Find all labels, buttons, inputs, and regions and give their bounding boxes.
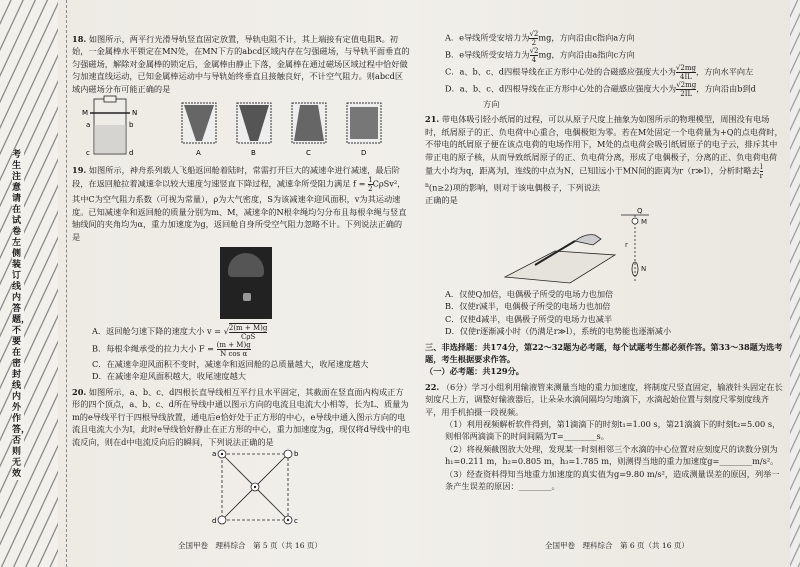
q21-label-r: r	[625, 240, 628, 249]
q20-optC-den: 4IL	[679, 73, 692, 81]
q19-option-A: A．返回舱匀速下降的速度大小 v = √ $\frac{2(m + M)g}{\text{CρS}}$	[92, 324, 268, 342]
q20-text: 如图所示，a、b、c、d四根长直导线相互平行且水平固定，其截面在竖直面内构成正方形的四个顶点，a、b、c、d所在导线中通以图示方向的电流且电流大小相等，长为L、质量为m的e导线平行于四根导线放置，通电后e恰好处于正方形的中心，e导线中通入图示方向的电流且电流大小为I，此时e导线恰好静止在正方形的中心，重力加速度为g，现仅将d导线中的电流反向，则在d中电流反向后的瞬间，下列说法正确的是	[72, 386, 410, 447]
label-d: d	[129, 149, 134, 158]
q21-number: 21.	[425, 114, 440, 125]
q21-option-D: D．仅使r逐渐减小时（仍满足r≫l），系统的电势能也逐渐减小	[445, 326, 672, 337]
option-B-label: B	[251, 149, 256, 158]
label-M: M	[82, 109, 89, 118]
q19-text-1: 如图所示，神舟系列载人飞船返回舱着陆时，常需打开巨大的减速伞进行减速，最后阶段，在返回舱拉着减速伞以较大速度匀速竖直下降过程，减速伞所受阻力满足 f =	[72, 165, 400, 189]
q21-diagram	[425, 207, 785, 285]
q20-optC-frac	[676, 64, 696, 81]
q20-optA-tail: mg，方向沿由c指向a方向	[538, 32, 635, 43]
q21-ratio-num: l	[760, 163, 763, 172]
q20-diagram	[72, 448, 410, 528]
q21-tail2: 正确的是	[425, 195, 458, 206]
q20-label-b: b	[294, 449, 299, 458]
q21-label-M: M	[641, 217, 648, 226]
q20-option-B	[425, 47, 785, 64]
label-a: a	[86, 121, 91, 130]
formula-tail: CρSv²，	[372, 178, 406, 189]
q19-optA-pre: A．返回舱匀速下降的速度大小 v =	[92, 326, 222, 337]
q20-optD-tail: ，方向沿由b到d	[696, 83, 756, 94]
right-column	[425, 30, 785, 492]
q20-optA-num: √2	[529, 30, 539, 38]
q20-optD-end: 方向	[483, 99, 500, 109]
q18-text: 如图所示，两平行光滑导轨竖直固定放置，导轨电阻不计，其上端接有定值电阻R。初始，一金属棒水平锁定在MN处，在MN下方的abcd区域内存在匀强磁场，与导轨平面垂直的匀强磁场，解除对金属棒的锁定后，金属棒由静止下落，金属棒在通过磁场区域过程中恰好做匀加速直线运动，已知金属棒运动中与导轨始终垂直且接触良好，不计空气阻力。则abcd区域内磁场分布可能正确的是	[72, 34, 410, 94]
q20-optB-num: √2	[529, 47, 539, 55]
q20-optC-num: √2mg	[675, 64, 696, 72]
q18-number: 18.	[72, 34, 87, 44]
label-N: N	[132, 109, 138, 118]
q20-optC-pre: C．a、b、c、d四根导线在正方形中心处的合磁感应强度大小为	[445, 66, 676, 77]
q19	[72, 164, 410, 193]
q20-label-d: d	[212, 516, 217, 525]
option-D-label: D	[361, 149, 367, 158]
q20-optD-frac	[676, 81, 696, 98]
q20-option-C	[425, 64, 785, 81]
q20-optC-tail: ，方向水平向左	[695, 66, 754, 77]
q20-number: 20.	[72, 386, 87, 397]
binding-margin	[0, 0, 58, 567]
q18	[72, 33, 410, 95]
q20-optA-den: 2	[531, 39, 537, 47]
subsection-header: （一）必考题：共129分。	[425, 366, 524, 377]
binding-line	[66, 0, 67, 567]
q19-optA-frac	[229, 323, 268, 341]
q20-optB-tail: mg，方向沿由a指向c方向	[538, 49, 635, 60]
q19-optB-den: N cos α	[220, 350, 248, 359]
q20-optB-pre: B．e导线所受安培力为	[445, 49, 530, 60]
q22-number: 22.	[425, 381, 440, 392]
q19-option-B	[72, 341, 410, 358]
q19-photo	[220, 247, 272, 319]
option-A-label: A	[196, 149, 201, 158]
q20-label-a: a	[212, 449, 217, 458]
q21-text-tail: (n≥2)项的影响，则对于该电偶极子，下列说法	[428, 182, 600, 193]
section-header: 三、非选择题：共174分，第22～32题为必考题，每个试题考生都必须作答。第33～38题为选考题，考生根据要求作答。	[425, 341, 783, 365]
q20-option-A	[425, 30, 785, 47]
q19-optB-num: (m + M)g	[216, 341, 251, 350]
q18-figures	[72, 95, 410, 161]
q19-number: 19.	[72, 165, 87, 176]
q19-option-C: C．在减速伞迎风面积不变时，减速伞和返回舱的总质量越大，收尾速度越大	[92, 359, 369, 370]
q21-label-N: N	[641, 264, 647, 273]
formula-den: 2	[368, 185, 373, 194]
q20-optB-den: 4	[531, 56, 537, 64]
q21-label-Q: Q	[637, 206, 643, 215]
q20-optD-den: 2IL	[680, 90, 693, 98]
q20-label-c: c	[294, 516, 298, 525]
q19-optA-num: 2(m + M)g	[228, 324, 268, 333]
q20-optA-pre: A．e导线所受安培力为	[445, 32, 530, 43]
q22-part-2: （2）将视频截图放大处理，发现某一时刻相邻三个水滴的中心位置对应刻度尺的读数分别为h₁=0.211 m，h₂=0.805 m，h₃=1.785 m，则测得当地的重力加速度g=________m/s²。	[445, 443, 779, 467]
q18-diagram	[72, 95, 410, 161]
q22-part-3: （3）经查资料得知当地重力加速度的真实值为g=9.80 m/s²，造成测量误差的原因，列举一条产生误差的原因：________。	[445, 468, 780, 492]
q21-ratio-den: r	[759, 172, 764, 181]
q20-optD-num: √2mg	[676, 81, 697, 89]
q20	[72, 386, 410, 448]
q19-option-D: D．在减速伞迎风面积越大，收尾速度越大	[92, 371, 246, 382]
q21: 21. 带电体吸引轻小纸屑的过程，可以从原子尺度上抽象为如图所示的物理模型，周围没有电场时，纸屑原子的正、负电荷中心重合，电偶极矩为零。若在M处固定一个电荷量为+Q的点电荷时，不带电的纸屑原子便在该点电荷的电场作用下，M处的点电荷会吸引纸屑原子的电子云，排斥其中带正电的原子核，从而导致纸屑原子的正、负电荷分离，形成了电偶极子，分离的正、负电荷电荷量大小均为q，距离为l，连线的中点为N，已知l远小于MN间的距离为r（r≫l），分析时略去 $\frac{l}{r}$ $^n$(n≥2)项的影响，则对于该电偶极子，下列说法	[425, 114, 783, 193]
option-C-label: C	[306, 149, 311, 158]
q19-optA-den: CρS	[241, 333, 256, 342]
q21-option-B: B．仅使r减半，电偶极子所受的电场力也加倍	[445, 301, 611, 312]
q22-text: （6分）学习小组利用输液管来测量当地的重力加速度，将制度尺竖直固定，输液针头固定在长刻度尺上方，调整好输液器后，让朵朵水滴间隔均匀地滴下，水滴起始位置与刻度尺零刻度线齐平，用手机拍摄一段视频。	[425, 381, 783, 417]
binding-notice: 考生注意请在试卷左侧装订线内答题，不要在密封线内外作答，否则无效	[12, 150, 31, 479]
label-c: c	[86, 149, 90, 158]
q19-optB-pre: B．每根伞绳承受的拉力大小 F =	[92, 343, 215, 354]
footer-right: 全国甲卷 理科综合 第 6 页（共 16 页）	[545, 541, 689, 550]
formula-num: 1	[368, 176, 373, 185]
q19-optB-frac	[217, 341, 251, 358]
q21-option-C: C．仅使d减半，电偶极子所受的电场力也减半	[445, 313, 613, 324]
q21-text: 带电体吸引轻小纸屑的过程，可以从原子尺度上抽象为如图所示的物理模型，周围没有电场时，纸屑原子的正、负电荷中心重合，电偶极矩为零。若在M处固定一个电荷量为+Q的点电荷时，不带电的纸屑原子便在该点电荷的电场作用下，M处的点电荷会吸引纸屑原子的电子云，排斥其中带正电的原子核，从而导致纸屑原子的正、负电荷分离，形成了电偶极子，分离的正、负电荷电荷量大小均为q，距离为l，连线的中点为N，已知l远小于MN间的距离为r（r≫l），分析时略去	[425, 114, 783, 176]
q22-part-1: （1）利用视频解析软件得到，第1滴滴下的时刻t₁=1.00 s，第21滴滴下的时刻t₂=5.00 s，则相邻两滴滴下的时间间隔为T=________s。	[445, 419, 781, 442]
label-R	[108, 95, 113, 96]
q20-option-D	[425, 81, 785, 98]
q20-optD-pre: D．a、b、c、d四根导线在正方形中心处的合磁感应强度大小为	[445, 83, 677, 94]
footer-left: 全国甲卷 理科综合 第 5 页（共 16 页）	[178, 541, 322, 550]
q21-ratio	[760, 163, 763, 180]
q22	[425, 381, 785, 418]
label-b: b	[129, 121, 134, 130]
left-column	[72, 30, 410, 531]
q21-option-A: A．仅使Q加倍，电偶极子所受的电场力也加倍	[445, 288, 614, 299]
q19-text-2: 其中C为空气阻力系数（可视为常量），ρ为大气密度，S为该减速伞迎风面积，v为其运动速度。已知减速伞和返回舱的质量分别为m、M，减速伞的N根伞绳均匀分布且每根伞绳与竖直轴线间的夹角均为α，重力加速度为g，返回舱自身所受空气阻力忽略不计。下列说法正确的是	[72, 194, 407, 242]
right-edge	[790, 0, 800, 567]
